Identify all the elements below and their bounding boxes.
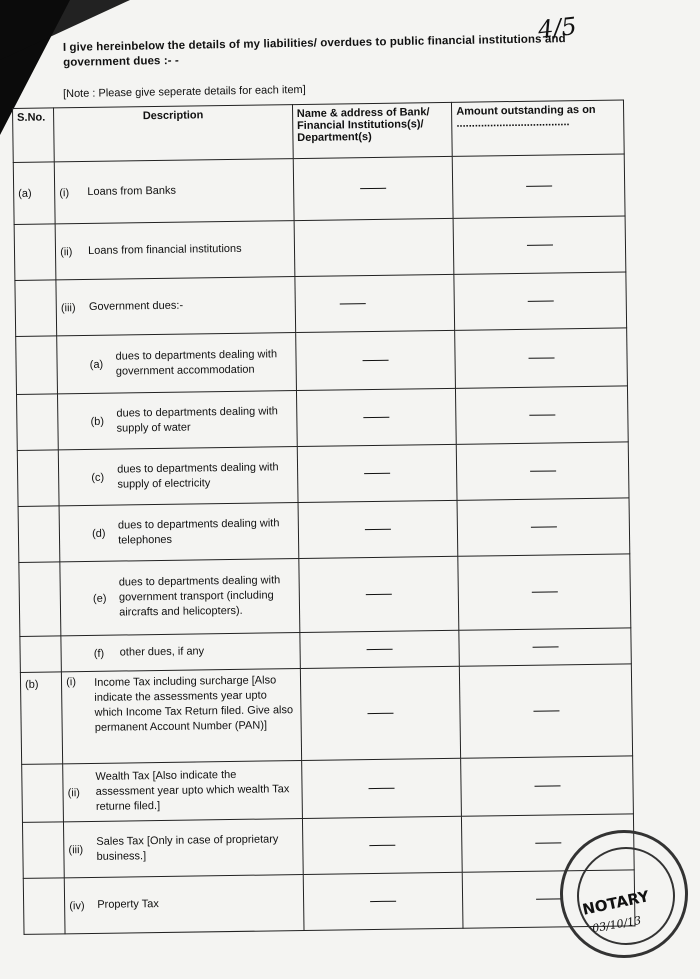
row-bank <box>300 630 460 668</box>
nil-dash <box>536 898 562 899</box>
nil-dash <box>534 785 560 786</box>
row-sno <box>22 822 64 879</box>
row-description <box>58 447 297 506</box>
nil-dash <box>531 591 557 592</box>
row-bank <box>293 156 453 220</box>
nil-dash <box>528 357 554 358</box>
row-text: dues to departments dealing with telephones <box>117 516 280 547</box>
nil-dash <box>364 473 390 474</box>
row-text: Property Tax <box>97 898 159 911</box>
row-number: (a) <box>89 358 104 371</box>
row-description <box>61 633 300 672</box>
row-bank <box>303 872 463 930</box>
row-amount <box>454 272 627 330</box>
row-amount <box>456 442 629 500</box>
notary-stamp-title: NOTARY <box>580 887 651 919</box>
row-number: (e) <box>92 592 107 605</box>
row-sno <box>22 764 64 823</box>
nil-dash <box>363 360 389 361</box>
row-amount <box>458 554 631 630</box>
row-amount <box>459 628 631 666</box>
row-number: (iii) <box>68 843 84 856</box>
row-description <box>64 875 303 934</box>
row-bank <box>299 556 459 632</box>
row-description <box>55 221 294 280</box>
nil-dash <box>527 300 553 301</box>
table-row <box>14 216 626 281</box>
header-bank: Name & address of Bank/ Financial Institutions(s)/ Department(s) <box>292 102 452 158</box>
row-bank <box>295 330 455 390</box>
note-text: [Note : Please give seperate details for each item] <box>62 83 306 101</box>
row-description <box>54 159 293 224</box>
row-text: Sales Tax [Only in case of proprietary business.] <box>96 832 279 863</box>
row-sno <box>18 506 60 563</box>
row-amount <box>452 154 625 218</box>
row-number: (ii) <box>67 786 81 799</box>
page-number: 4/5 <box>536 12 578 44</box>
table-row <box>20 664 632 765</box>
nil-dash <box>366 594 392 595</box>
nil-dash <box>360 188 386 189</box>
row-text: Loans from Banks <box>87 184 177 198</box>
header-amount: Amount outstanding as on ..................................... <box>452 100 625 156</box>
table-row <box>15 272 627 337</box>
table-row <box>22 814 634 879</box>
row-amount <box>455 328 628 388</box>
row-sno <box>16 336 58 395</box>
nil-dash <box>370 901 396 902</box>
row-text: Government dues:- <box>88 299 184 313</box>
row-text: other dues, if any <box>119 645 205 659</box>
nil-dash <box>340 303 366 304</box>
row-text: dues to departments dealing with government accommodation <box>115 347 278 378</box>
row-bank <box>295 274 455 332</box>
row-number: (i) <box>66 676 77 689</box>
row-sno <box>23 878 65 935</box>
row-amount <box>460 664 633 758</box>
row-number: (f) <box>93 647 105 660</box>
nil-dash <box>535 842 561 843</box>
nil-dash <box>365 529 391 530</box>
row-sno <box>17 450 59 507</box>
row-bank <box>294 218 454 276</box>
table-row <box>13 154 625 225</box>
nil-dash <box>367 713 393 714</box>
row-bank <box>296 388 456 446</box>
row-sno: (b) <box>20 672 62 765</box>
row-bank <box>298 500 458 558</box>
row-sno <box>14 224 56 281</box>
row-sno <box>20 636 62 673</box>
row-number: (i) <box>59 186 70 199</box>
row-amount <box>457 498 630 556</box>
row-bank <box>302 816 462 874</box>
nil-dash <box>529 414 555 415</box>
nil-dash <box>367 649 393 650</box>
row-text: Income Tax including surcharge [Also indicate the assessments year upto which Income Tax Return filed. Give also permanent Account Number (PAN)] <box>94 674 294 734</box>
table-row <box>16 328 628 395</box>
row-text: dues to departments dealing with government transport (including aircrafts and helicopters). <box>118 574 281 619</box>
row-number: (iv) <box>69 899 85 912</box>
intro-statement: I give hereinbelow the details of my liabilities/ overdues to public financial institutions and government dues :- - <box>62 33 566 69</box>
row-number: (c) <box>91 471 105 484</box>
nil-dash <box>369 845 395 846</box>
row-description <box>58 391 297 450</box>
row-text: Wealth Tax [Also indicate the assessment year upto which wealth Tax returne filed.] <box>95 768 290 813</box>
nil-dash <box>530 470 556 471</box>
row-bank <box>300 666 461 760</box>
nil-dash <box>363 417 389 418</box>
row-text: Loans from financial institutions <box>88 242 242 257</box>
nil-dash <box>530 526 556 527</box>
row-description <box>56 277 295 336</box>
nil-dash <box>527 244 553 245</box>
row-number: (iii) <box>60 301 76 314</box>
table-row <box>17 442 629 507</box>
row-description <box>64 819 303 878</box>
row-description <box>62 669 302 764</box>
row-text: dues to departments dealing with supply of water <box>116 404 278 435</box>
row-text: dues to departments dealing with supply of electricity <box>117 460 279 491</box>
row-description <box>57 333 296 394</box>
liabilities-table <box>12 99 635 934</box>
row-amount <box>456 386 629 444</box>
table-row <box>22 756 634 823</box>
row-description <box>59 503 298 562</box>
row-amount <box>453 216 626 274</box>
header-description: Description <box>54 105 293 162</box>
row-amount <box>461 756 634 816</box>
header-sno: S.No. <box>13 108 55 163</box>
nil-dash <box>526 185 552 186</box>
row-sno <box>17 394 59 451</box>
table-header-row <box>13 100 625 163</box>
row-sno: (a) <box>13 162 55 225</box>
notary-stamp-date: 03/10/13 <box>591 913 643 936</box>
row-number: (d) <box>92 527 106 540</box>
row-bank <box>297 444 457 502</box>
nil-dash <box>533 710 559 711</box>
row-sno <box>15 280 57 337</box>
nil-dash <box>368 788 394 789</box>
row-description <box>63 761 302 822</box>
table-row <box>18 498 630 563</box>
table-row <box>17 386 629 451</box>
row-number: (b) <box>90 415 105 428</box>
table-row <box>23 870 635 935</box>
row-number: (ii) <box>60 245 73 258</box>
nil-dash <box>532 646 558 647</box>
table-row <box>19 554 631 637</box>
row-description <box>60 559 300 636</box>
row-bank <box>301 758 461 818</box>
row-sno <box>19 562 61 637</box>
